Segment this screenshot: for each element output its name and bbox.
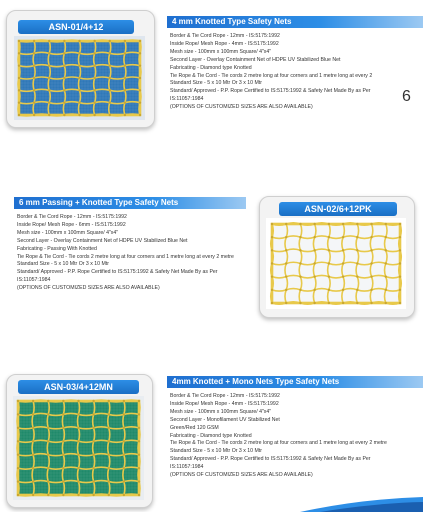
safety-net-image-2 — [266, 218, 406, 309]
spec-line: (OPTIONS OF CUSTOMIZED SIZES ARE ALSO AVAILABLE) — [17, 285, 160, 292]
spec-line: Inside Rope/ Mesh Rope - 4mm - IS:5175:1992 — [170, 400, 279, 407]
product-code-3: ASN-03/4+12MN — [18, 380, 139, 394]
product-specs-3 — [170, 393, 387, 480]
safety-net-image-1 — [14, 36, 145, 120]
spec-line: Mesh size - 100mm x 100mm Square/ 4"x4" — [170, 48, 272, 55]
spec-line: Standard/ Approved - P.P. Rope Certified to IS:5175:1992 & Safety Net Made By as Per — [170, 456, 371, 463]
spec-line: Tie Rope & Tie Cord - Tie cords 2 metre long at four corners and 1 metre long at every 2 metre — [17, 253, 234, 260]
footer-wave-decoration — [300, 497, 423, 512]
spec-line: Fabricating - Diamond type Knotted — [170, 432, 252, 439]
spec-line: Inside Rope/ Mesh Rope - 4mm - IS:5175:1992 — [170, 40, 279, 47]
spec-line: Standard Size - 5 x 10 Mtr Or 3 x 10 Mtr — [170, 80, 262, 87]
spec-line: Border & Tie Cord Rope - 12mm - IS:5175:1992 — [170, 33, 280, 39]
spec-line: (OPTIONS OF CUSTOMIZED SIZES ARE ALSO AVAILABLE) — [170, 104, 313, 111]
spec-line: Fabricating - Passing With Knotted — [17, 245, 97, 252]
spec-line: Standard Size - 5 x 10 Mtr Or 3 x 10 Mtr — [170, 448, 262, 455]
spec-line: Second Layer - Overlay Containment Net of HDPE UV Stabilized Blue Net — [17, 237, 188, 244]
spec-line: Mesh size - 100mm x 100mm Square/ 4"x4" — [17, 229, 119, 236]
spec-line: Tie Rope & Tie Cord - Tie cords 2 metre long at four corners and 1 metre long at every 2 — [170, 72, 373, 79]
product-title-3: 4mm Knotted + Mono Nets Type Safety Nets — [167, 376, 423, 388]
spec-line: Fabricating - Diamond type Knotted — [170, 64, 252, 71]
spec-line: Standard/ Approved - P.P. Rope Certified to IS:5175:1992 & Safety Net Made By as Per — [17, 269, 218, 276]
spec-line: (OPTIONS OF CUSTOMIZED SIZES ARE ALSO AVAILABLE) — [170, 472, 313, 479]
spec-line: Mesh size - 100mm x 100mm Square/ 4"x4" — [170, 408, 272, 415]
page-number: 6 — [402, 88, 411, 105]
product-code-1: ASN-01/4+12 — [18, 20, 134, 34]
product-title-1: 4 mm Knotted Type Safety Nets — [167, 16, 423, 28]
spec-line: Standard Size - 5 x 10 Mtr Or 3 x 10 Mtr — [17, 261, 109, 268]
product-code-2: ASN-02/6+12PK — [279, 202, 397, 216]
spec-line: Second Layer - Overlay Containment Net of HDPE UV Stabilized Blue Net — [170, 56, 341, 63]
spec-line: Inside Rope/ Mesh Rope - 6mm - IS:5175:1992 — [17, 221, 126, 228]
product-specs-2 — [17, 214, 234, 293]
spec-line: IS:11057:1984 — [17, 277, 51, 284]
spec-line: Green/Red 120 GSM — [170, 424, 219, 431]
product-specs-1 — [170, 33, 372, 112]
safety-net-image-3 — [13, 396, 144, 500]
product-title-2: 6 mm Passing + Knotted Type Safety Nets — [14, 197, 246, 209]
spec-line: Second Layer - Monofilament UV Stabilized Net — [170, 416, 280, 423]
spec-line: Tie Rope & Tie Cord - Tie cords 2 metre long at four corners and 1 metre long at every 2 metre — [170, 440, 387, 447]
spec-line: IS:11057:1984 — [170, 464, 204, 471]
spec-line: IS:11057:1984 — [170, 96, 204, 103]
spec-line: Border & Tie Cord Rope - 12mm - IS:5175:1992 — [170, 393, 280, 399]
spec-line: Standard/ Approved - P.P. Rope Certified to IS:5175:1992 & Safety Net Made By as Per — [170, 88, 371, 95]
spec-line: Border & Tie Cord Rope - 12mm - IS:5175:1992 — [17, 214, 127, 220]
